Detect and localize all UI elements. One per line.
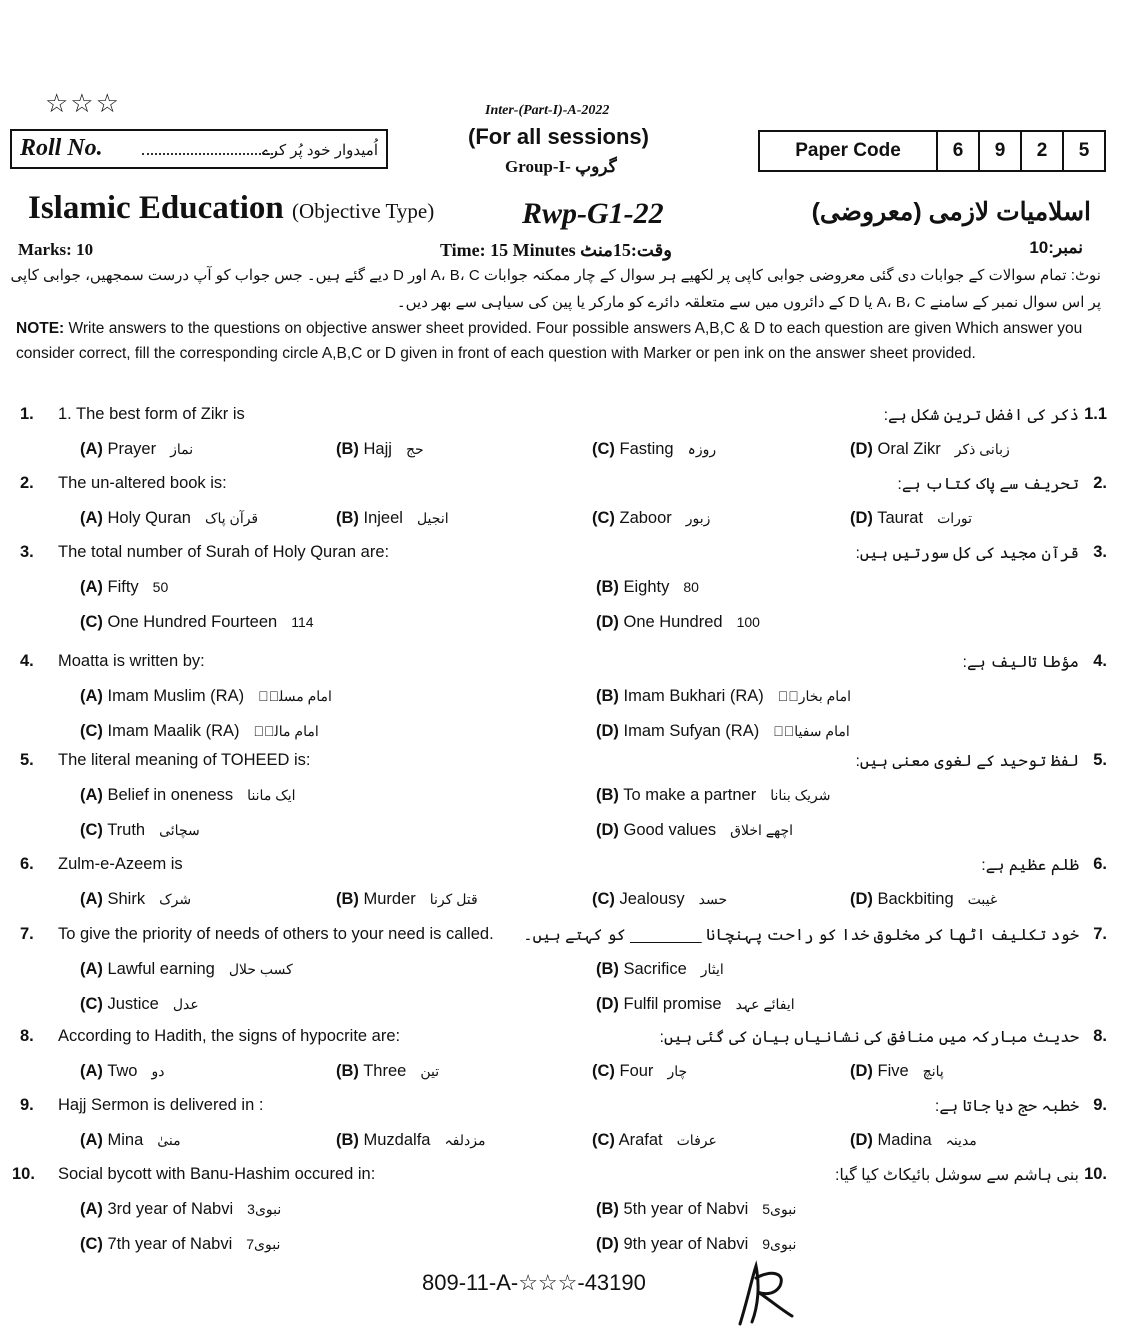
- answer-option[interactable]: [336, 1131, 485, 1150]
- option-text-urdu: امام مسلمؒ: [258, 688, 332, 704]
- question-number: 10.: [12, 1165, 35, 1183]
- roll-number-urdu-label: اُمیدوار خود پُر کرے: [261, 142, 378, 159]
- option-text: Fifty: [107, 578, 139, 596]
- option-text: Truth: [107, 821, 146, 839]
- option-text-urdu: حسد: [698, 891, 728, 907]
- option-text: Oral Zikr: [877, 440, 941, 458]
- subject-title: [28, 190, 434, 227]
- option-text: To make a partner: [623, 786, 757, 804]
- option-text: One Hundred: [623, 613, 723, 631]
- question-text-urdu: لفظ توحید کے لغوی معنی ہیں:: [855, 753, 1079, 770]
- question-text-urdu: قرآن مجید کی کل سورتیں ہیں:: [855, 545, 1079, 562]
- option-text-urdu: زبانی ذکر: [954, 441, 1010, 457]
- option-text-urdu: پانچ: [922, 1063, 944, 1079]
- stars-mark: ☆☆☆: [45, 88, 121, 118]
- sessions-label: (For all sessions): [468, 124, 649, 149]
- question-number: 8.: [20, 1027, 34, 1045]
- answer-option[interactable]: [592, 890, 727, 909]
- question-number-urdu: 3.: [1093, 543, 1107, 561]
- option-text: Holy Quran: [107, 509, 191, 527]
- option-text: Shirk: [107, 890, 146, 908]
- option-text: Mina: [107, 1131, 144, 1149]
- option-text-urdu: امام سفیانؒ: [773, 723, 850, 739]
- roll-number-label: Roll No.: [20, 135, 103, 161]
- option-text-urdu: نماز: [170, 441, 194, 457]
- answer-option[interactable]: [596, 821, 793, 840]
- option-text-urdu: کسب حلال: [228, 961, 293, 977]
- subject-title-urdu: اسلامیات لازمی (معروضی): [811, 198, 1091, 226]
- option-letter: (D): [850, 1062, 873, 1080]
- option-letter: (C): [80, 722, 103, 740]
- option-text-urdu: مدینہ: [945, 1132, 977, 1148]
- instructions-english: [16, 316, 1111, 366]
- option-letter: (C): [592, 440, 615, 458]
- question-text-urdu: ظلم عظیم ہے:: [981, 857, 1079, 874]
- option-text: Justice: [107, 995, 159, 1013]
- question-number-urdu: 2.: [1093, 474, 1107, 492]
- option-letter: (B): [596, 687, 619, 705]
- option-letter: (D): [850, 890, 873, 908]
- answer-option[interactable]: [336, 509, 449, 528]
- option-text-urdu: عدل: [172, 996, 199, 1012]
- option-text: Lawful earning: [107, 960, 215, 978]
- option-text: Zaboor: [619, 509, 672, 527]
- answer-option[interactable]: [336, 890, 478, 909]
- paper-code-digit: 6: [938, 132, 980, 170]
- option-text-urdu: ایثار: [700, 961, 724, 977]
- option-letter: (D): [596, 995, 619, 1013]
- question-text: The total number of Surah of Holy Quran are:: [58, 543, 390, 561]
- option-text-urdu: دو: [151, 1063, 165, 1079]
- option-letter: (D): [596, 613, 619, 631]
- option-text-urdu: 100: [736, 614, 760, 630]
- marks-label-urdu: نمبر:10: [1029, 238, 1083, 257]
- answer-option[interactable]: [80, 509, 258, 528]
- option-text-urdu: قرآن پاک: [204, 510, 259, 526]
- option-text: 3rd year of Nabvi: [107, 1200, 234, 1218]
- answer-option[interactable]: [596, 1200, 796, 1219]
- option-text: Prayer: [107, 440, 157, 458]
- option-text-urdu: ایک ماننا: [247, 787, 296, 803]
- question-number: 6.: [20, 855, 34, 873]
- option-text-urdu: مزدلفہ: [444, 1132, 486, 1148]
- option-text-urdu: 50: [152, 579, 169, 595]
- answer-option[interactable]: [596, 960, 724, 979]
- answer-option[interactable]: [80, 995, 199, 1014]
- question-text-urdu: بنی ہاشم سے سوشل بائیکاٹ کیا گیا:: [834, 1167, 1079, 1184]
- question-number-urdu: 1.1: [1084, 405, 1107, 423]
- question-text: The literal meaning of TOHEED is:: [58, 751, 311, 769]
- option-text-urdu: اچھے اخلاق: [730, 822, 794, 838]
- option-letter: (B): [336, 890, 359, 908]
- answer-option[interactable]: [80, 1062, 164, 1081]
- answer-option[interactable]: [850, 440, 1010, 459]
- option-text-urdu: غیبت: [967, 891, 998, 907]
- roll-number-box[interactable]: [10, 129, 388, 169]
- option-letter: (A): [80, 1200, 103, 1218]
- option-text-urdu: روزہ: [687, 441, 717, 457]
- paper-code-digit: 5: [1078, 140, 1090, 161]
- answer-option[interactable]: [850, 1062, 944, 1081]
- option-text-urdu: سچائی: [159, 822, 200, 838]
- question-text: The un-altered book is:: [58, 474, 227, 492]
- group-label: Group-I- گروپ: [505, 157, 617, 176]
- option-text: Two: [107, 1062, 138, 1080]
- question-number-urdu: 9.: [1093, 1096, 1107, 1114]
- option-letter: (D): [850, 509, 873, 527]
- option-text: Three: [363, 1062, 407, 1080]
- instructions-urdu: نوٹ: تمام سوالات کے جوابات دی گئی معروضی جوابی کاپی پر لکھیے ہر سوال کے چار ممکنہ جوابات A، B، C اور D دیے گئے ہیں۔ جس جواب کو آپ درست سمجھیں، جوابی کاپی پر اس سوال نمبر کے سامنے A، B، C یا D کے دائروں میں سے متعلقہ دائرے کو مارکر یا پین کی سیاہی سے بھر دیں۔: [10, 267, 1101, 311]
- option-letter: (B): [336, 440, 359, 458]
- option-letter: (C): [592, 1131, 615, 1149]
- option-letter: (D): [596, 722, 619, 740]
- option-text: Fasting: [619, 440, 674, 458]
- option-text-urdu: زبور: [685, 510, 711, 526]
- question-number: 3.: [20, 543, 34, 561]
- option-text-urdu: انجیل: [416, 510, 449, 526]
- option-letter: (B): [596, 960, 619, 978]
- question-number: 7.: [20, 925, 34, 943]
- answer-option[interactable]: [592, 440, 716, 459]
- question-number-urdu: 5.: [1093, 751, 1107, 769]
- option-text: 5th year of Nabvi: [623, 1200, 749, 1218]
- answer-option[interactable]: [850, 509, 972, 528]
- question-text: 1. The best form of Zikr is: [58, 405, 245, 423]
- answer-option[interactable]: [80, 1200, 281, 1219]
- option-letter: (A): [80, 509, 103, 527]
- answer-option[interactable]: [80, 1131, 181, 1150]
- question-text-urdu: مؤطا تالیف ہے:: [962, 654, 1079, 671]
- option-letter: (A): [80, 1062, 103, 1080]
- question-number-urdu: 7.: [1093, 925, 1107, 943]
- option-text-urdu: 3نبوی: [247, 1201, 282, 1217]
- option-text: One Hundred Fourteen: [107, 613, 278, 631]
- option-letter: (C): [80, 995, 103, 1013]
- paper-code-digit: 9: [980, 132, 1022, 170]
- option-text: Arafat: [618, 1131, 663, 1149]
- option-text-urdu: شرک: [159, 891, 192, 907]
- answer-option[interactable]: [80, 722, 319, 741]
- option-letter: (B): [596, 786, 619, 804]
- option-text: Muzdalfa: [363, 1131, 431, 1149]
- subject-type: (Objective Type): [292, 199, 435, 223]
- paper-code-box: [758, 130, 1106, 172]
- option-text-urdu: چار: [667, 1063, 688, 1079]
- option-text-urdu: تین: [420, 1063, 440, 1079]
- note-label: NOTE:: [16, 320, 65, 337]
- option-text-urdu: 80: [683, 579, 699, 595]
- paper-code-digit: 2: [1022, 132, 1064, 170]
- option-text-urdu: امام مالکؒ: [253, 723, 319, 739]
- option-letter: (A): [80, 578, 103, 596]
- option-text: Imam Muslim (RA): [107, 687, 245, 705]
- option-letter: (A): [80, 1131, 103, 1149]
- answer-option[interactable]: [336, 440, 424, 459]
- answer-option[interactable]: [596, 613, 760, 632]
- signature-mark: [730, 1258, 810, 1328]
- time-label: Time: 15 Minutes وقت:15منٹ: [440, 240, 672, 260]
- option-text: 9th year of Nabvi: [623, 1235, 749, 1253]
- option-text: Murder: [363, 890, 416, 908]
- option-letter: (C): [80, 1235, 103, 1253]
- option-text: Belief in oneness: [107, 786, 234, 804]
- option-text: Eighty: [623, 578, 670, 596]
- option-text: Jealousy: [619, 890, 685, 908]
- option-text: Sacrifice: [623, 960, 687, 978]
- question-text: Social bycott with Banu-Hashim occured in:: [58, 1165, 376, 1183]
- question-number-urdu: 10.: [1084, 1165, 1107, 1183]
- question-number-urdu: 8.: [1093, 1027, 1107, 1045]
- question-text: Hajj Sermon is delivered in :: [58, 1096, 264, 1114]
- marks-label: Marks: 10: [18, 240, 94, 259]
- option-text: Imam Bukhari (RA): [623, 687, 764, 705]
- option-letter: (B): [596, 1200, 619, 1218]
- option-letter: (C): [592, 509, 615, 527]
- option-text-urdu: قتل کرنا: [429, 891, 478, 907]
- question-text: According to Hadith, the signs of hypocrite are:: [58, 1027, 401, 1045]
- answer-option[interactable]: [80, 821, 200, 840]
- handwritten-code: Rwp-G1-22: [522, 197, 664, 230]
- option-letter: (B): [336, 509, 359, 527]
- option-letter: (A): [80, 960, 103, 978]
- paper-code-label: Paper Code: [760, 132, 938, 170]
- option-text-urdu: منیٰ: [157, 1132, 181, 1148]
- question-text-urdu: ذکر کی افضل ترین شکل ہے:: [883, 407, 1079, 424]
- option-letter: (D): [850, 440, 873, 458]
- exam-title: Inter-(Part-I)-A-2022: [485, 103, 610, 118]
- option-letter: (A): [80, 687, 103, 705]
- question-number: 9.: [20, 1096, 34, 1114]
- answer-option[interactable]: [596, 1235, 796, 1254]
- answer-option[interactable]: [336, 1062, 439, 1081]
- option-text: Taurat: [877, 509, 924, 527]
- question-text: To give the priority of needs of others to your need is called.: [58, 925, 494, 943]
- option-text: Fulfil promise: [623, 995, 722, 1013]
- question-text: Moatta is written by:: [58, 652, 205, 670]
- question-text: Zulm-e-Azeem is: [58, 855, 183, 873]
- answer-option[interactable]: [592, 509, 710, 528]
- option-letter: (D): [850, 1131, 873, 1149]
- option-text-urdu: 7نبوی: [246, 1236, 281, 1252]
- option-text-urdu: تورات: [937, 510, 973, 526]
- answer-option[interactable]: [80, 960, 293, 979]
- answer-option[interactable]: [80, 1235, 280, 1254]
- option-text: Four: [619, 1062, 654, 1080]
- option-text-urdu: 9نبوی: [762, 1236, 797, 1252]
- answer-option[interactable]: [596, 687, 851, 706]
- question-text-urdu: حدیث مبارکہ میں منافق کی نشانیاں بیان کی گئی ہیں:: [659, 1029, 1079, 1046]
- option-text: Imam Sufyan (RA): [623, 722, 760, 740]
- answer-option[interactable]: [80, 687, 332, 706]
- option-text-urdu: 114: [291, 614, 314, 630]
- answer-option[interactable]: [80, 613, 314, 632]
- option-letter: (C): [592, 1062, 615, 1080]
- subject-name: Islamic Education: [28, 190, 284, 226]
- option-letter: (D): [596, 821, 619, 839]
- option-letter: (C): [80, 613, 103, 631]
- option-letter: (C): [592, 890, 615, 908]
- answer-option[interactable]: [850, 890, 997, 909]
- option-letter: (A): [80, 786, 103, 804]
- question-number-urdu: 4.: [1093, 652, 1107, 670]
- option-text: Backbiting: [877, 890, 954, 908]
- question-number: 5.: [20, 751, 34, 769]
- option-letter: (C): [80, 821, 103, 839]
- option-text: Madina: [877, 1131, 932, 1149]
- question-number: 2.: [20, 474, 34, 492]
- option-text-urdu: امام بخاریؒ: [777, 688, 851, 704]
- question-text-urdu: خود تکلیف اٹھا کر مخلوق خدا کو راحت پہنچانا ________ کو کہتے ہیں۔: [523, 927, 1079, 944]
- option-letter: (D): [596, 1235, 619, 1253]
- option-letter: (B): [336, 1131, 359, 1149]
- option-text: 7th year of Nabvi: [107, 1235, 233, 1253]
- answer-option[interactable]: [596, 722, 850, 741]
- option-text: Good values: [623, 821, 717, 839]
- answer-option[interactable]: [596, 786, 831, 805]
- option-letter: (B): [336, 1062, 359, 1080]
- option-text-urdu: شریک بنانا: [770, 787, 831, 803]
- option-text-urdu: عرفات: [676, 1132, 717, 1148]
- answer-option[interactable]: [80, 890, 191, 909]
- answer-option[interactable]: [596, 578, 699, 597]
- answer-option[interactable]: [80, 578, 168, 597]
- answer-option[interactable]: [80, 440, 193, 459]
- answer-option[interactable]: [592, 1131, 717, 1150]
- roll-number-field[interactable]: [142, 153, 277, 155]
- question-number-urdu: 6.: [1093, 855, 1107, 873]
- option-text-urdu: 5نبوی: [762, 1201, 797, 1217]
- note-text: Write answers to the questions on objective answer sheet provided. Four possible answers A,B,C & D to each question are given Which answer you consider correct, fill the corresponding circle A,B,C or D given in front of each question with Marker or pen ink on the answer sheet provided.: [16, 320, 1083, 362]
- question-number: 1.: [20, 405, 34, 423]
- option-letter: (A): [80, 890, 103, 908]
- option-text-urdu: ایفائے عہد: [735, 996, 795, 1012]
- question-number: 4.: [20, 652, 34, 670]
- footer-code: 809-11-A-☆☆☆-43190: [422, 1270, 646, 1295]
- option-text: Injeel: [363, 509, 403, 527]
- question-text-urdu: تحریف سے پاک کتاب ہے:: [897, 476, 1079, 493]
- option-text: Hajj: [363, 440, 392, 458]
- question-text-urdu: خطبہ حج دیا جاتا ہے:: [934, 1098, 1079, 1115]
- answer-option[interactable]: [596, 995, 795, 1014]
- answer-option[interactable]: [850, 1131, 977, 1150]
- option-text: Imam Maalik (RA): [107, 722, 240, 740]
- option-letter: (A): [80, 440, 103, 458]
- answer-option[interactable]: [80, 786, 296, 805]
- option-letter: (B): [596, 578, 619, 596]
- answer-option[interactable]: [592, 1062, 687, 1081]
- option-text: Five: [877, 1062, 909, 1080]
- option-text-urdu: حج: [405, 441, 424, 457]
